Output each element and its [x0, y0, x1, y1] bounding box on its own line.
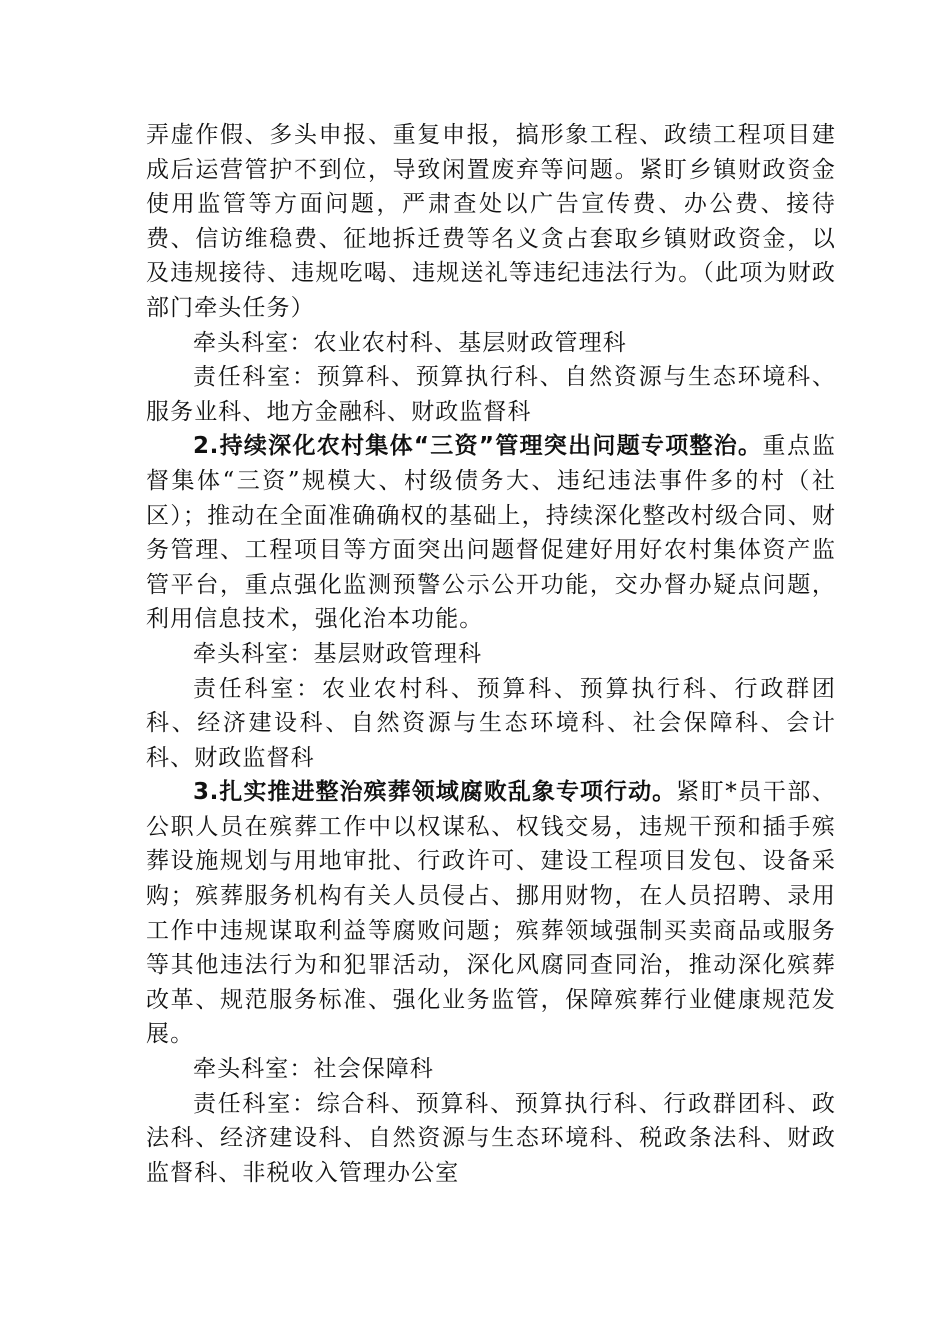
- intro-paragraph: 弄虚作假、多头申报、重复申报，搞形象工程、政绩工程项目建成后运营管护不到位，导致闲置废弃等问题。紧盯乡镇财政资金使用监管等方面问题，严肃查处以广告宣传费、办公费、接待费、信访维稳费、征地拆迁费等名义贪占套取乡镇财政资金，以及违规接待、违规吃喝、违规送礼等违纪违法行为。（此项为财政部门牵头任务）: [146, 122, 836, 321]
- section2-body: 重点监督集体“三资”规模大、村级债务大、违纪违法事件多的村（社区）；推动在全面准确确权的基础上，持续深化整改村级合同、财务管理、工程项目等方面突出问题督促建好用好农村集体资产监管平台，重点强化监测预警公示公开功能，交办督办疑点问题，利用信息技术，强化治本功能。: [146, 433, 836, 633]
- section1-responsible-departments: 责任科室：预算科、预算执行科、自然资源与生态环境科、服务业科、地方金融科、财政监督科: [146, 364, 836, 425]
- section2-paragraph: [146, 429, 836, 637]
- section3-paragraph: [146, 775, 836, 1052]
- section3-body: 紧盯*员干部、公职人员在殡葬工作中以权谋私、权钱交易，违规干预和插手殡葬设施规划与用地审批、行政许可、建设工程项目发包、设备采购；殡葬服务机构有关人员侵占、挪用财物，在人员招聘、录用工作中违规谋取利益等腐败问题；殡葬领域强制买卖商品或服务等其他违法行为和犯罪活动，深化风腐同查同治，推动深化殡葬改革、规范服务标准、强化业务监管，保障殡葬行业健康规范发展。: [146, 779, 836, 1048]
- section3-responsible-departments: 责任科室：综合科、预算科、预算执行科、行政群团科、政法科、经济建设科、自然资源与生态环境科、税政条法科、财政监督科、非税收入管理办公室: [146, 1090, 836, 1186]
- section2-responsible-departments: 责任科室：农业农村科、预算科、预算执行科、行政群团科、经济建设科、自然资源与生态环境科、社会保障科、会计科、财政监督科: [146, 675, 836, 771]
- section3-lead-department: 牵头科室：社会保障科: [193, 1056, 434, 1083]
- section1-lead-department: 牵头科室：农业农村科、基层财政管理科: [193, 329, 627, 356]
- section2-heading: 2.持续深化农村集体“三资”管理突出问题专项整治。: [193, 433, 763, 460]
- section2-lead-department: 牵头科室：基层财政管理科: [193, 640, 483, 667]
- document-page: [146, 118, 836, 1190]
- section3-heading: 3.扎实推进整治殡葬领域腐败乱象专项行动。: [193, 779, 677, 806]
